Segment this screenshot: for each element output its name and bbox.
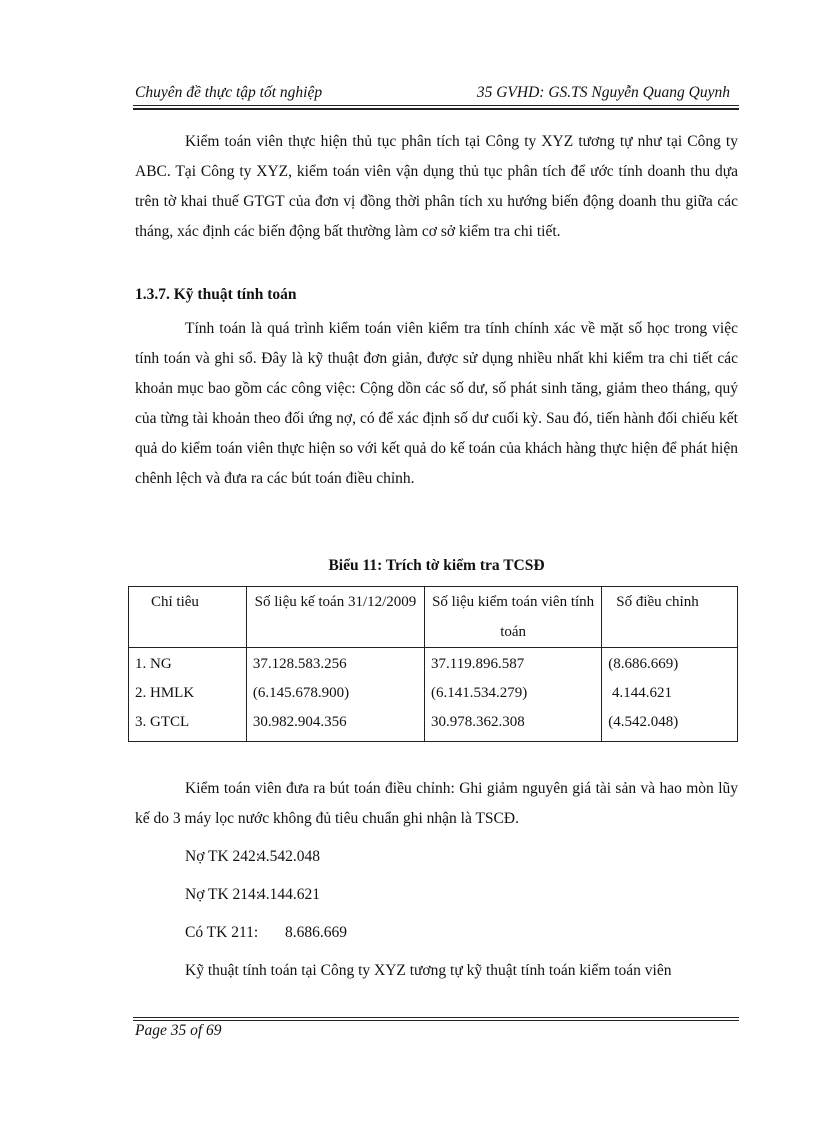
paragraph-analysis: Kiểm toán viên thực hiện thủ tục phân tích tại Công ty XYZ tương tự như tại Công ty ABC. Tại Công ty XYZ, kiểm toán viên vận dụng thủ tục phân tích để ước tính doanh thu dựa trên tờ khai thuế GTGT của đơn vị đồng thời phân tích xu hướng biến động doanh thu giữa các tháng, xác định các biến động bất thường làm cơ sở kiểm tra chi tiết.: [135, 133, 738, 240]
auditor-cell: [425, 648, 602, 742]
footer-rule-second: [133, 1020, 739, 1021]
entry-account: Có TK 211:: [185, 924, 259, 941]
audit-table: [128, 586, 738, 742]
journal-entry: [185, 848, 320, 866]
section-heading: 1.3.7. Kỹ thuật tính toán: [135, 286, 297, 303]
table-header-row: [129, 587, 738, 648]
entry-amount: 8.686.669: [285, 924, 347, 941]
paragraph-calculation: Tính toán là quá trình kiểm toán viên kiểm tra tính chính xác về mặt số học trong việc tính toán và ghi sổ. Đây là kỹ thuật đơn giản, được sử dụng nhiều nhất khi kiểm tra chi tiết các khoản mục bao gồm các công việc: Cộng dồn các số dư, số phát sinh tăng, giảm theo tháng, quý của từng tài khoản theo đối ứng nợ, có để xác định số dư cuối kỳ. Sau đó, tiến hành đối chiếu kết quả do kiểm toán viên thực hiện so với kết quả do kế toán của khách hàng thực hiện để phát hiện chênh lệch và đưa ra các bút toán điều chỉnh.: [135, 320, 738, 487]
criteria-gtcl: 3. GTCL: [135, 714, 190, 730]
accounting-ng: 37.128.583.256: [252, 656, 347, 672]
header-accounting: Số liệu kế toán 31/12/2009: [246, 587, 424, 648]
criteria-cell: [129, 648, 247, 742]
header-rule: [133, 105, 739, 106]
auditor-gtcl: 30.978.362.308: [431, 714, 525, 730]
criteria-ng: 1. NG: [135, 656, 172, 672]
adjustment-hmlk: 4.144.621: [608, 685, 672, 701]
entry-amount: 4.144.621: [258, 886, 320, 903]
journal-entry: [185, 886, 320, 904]
entry-amount: 4.542.048: [258, 848, 320, 865]
entry-account: Nợ TK 214:: [185, 886, 261, 903]
paragraph-continuation: Kỹ thuật tính toán tại Công ty XYZ tương tự kỹ thuật tính toán kiểm toán viên: [185, 962, 672, 979]
accounting-gtcl: 30.982.904.356: [252, 714, 347, 730]
criteria-hmlk: 2. HMLK: [135, 685, 195, 701]
page-number: Page 35 of 69: [135, 1022, 222, 1039]
accounting-hmlk: (6.145.678.900): [252, 685, 350, 701]
header-title: Chuyên đề thực tập tốt nghiệp: [135, 84, 323, 101]
journal-entry: [185, 924, 347, 942]
header-criteria: Chỉ tiêu: [129, 587, 247, 648]
adjustment-gtcl: (4.542.048): [608, 714, 679, 730]
adjustment-cell: [602, 648, 738, 742]
footer-rule: [133, 1017, 739, 1018]
accounting-cell: [246, 648, 424, 742]
header-rule-thick: [133, 108, 739, 110]
header-supervisor: 35 GVHD: GS.TS Nguyễn Quang Quynh: [476, 84, 730, 101]
adjustment-ng: (8.686.669): [608, 656, 679, 672]
header-auditor: Số liệu kiểm toán viên tính toán: [425, 587, 602, 648]
entry-account: Nợ TK 242:: [185, 848, 261, 865]
auditor-hmlk: (6.141.534.279): [431, 685, 528, 701]
table-caption: Biểu 11: Trích tờ kiểm tra TCSĐ: [328, 557, 545, 574]
header-adjustment: Số điều chỉnh: [602, 587, 738, 648]
paragraph-adjustment: Kiểm toán viên đưa ra bút toán điều chỉnh: Ghi giảm nguyên giá tài sản và hao mòn lũy kế do 3 máy lọc nước không đủ tiêu chuẩn ghi nhận là TSCĐ.: [135, 780, 738, 827]
table-body-row: [129, 648, 738, 742]
auditor-ng: 37.119.896.587: [431, 656, 525, 672]
